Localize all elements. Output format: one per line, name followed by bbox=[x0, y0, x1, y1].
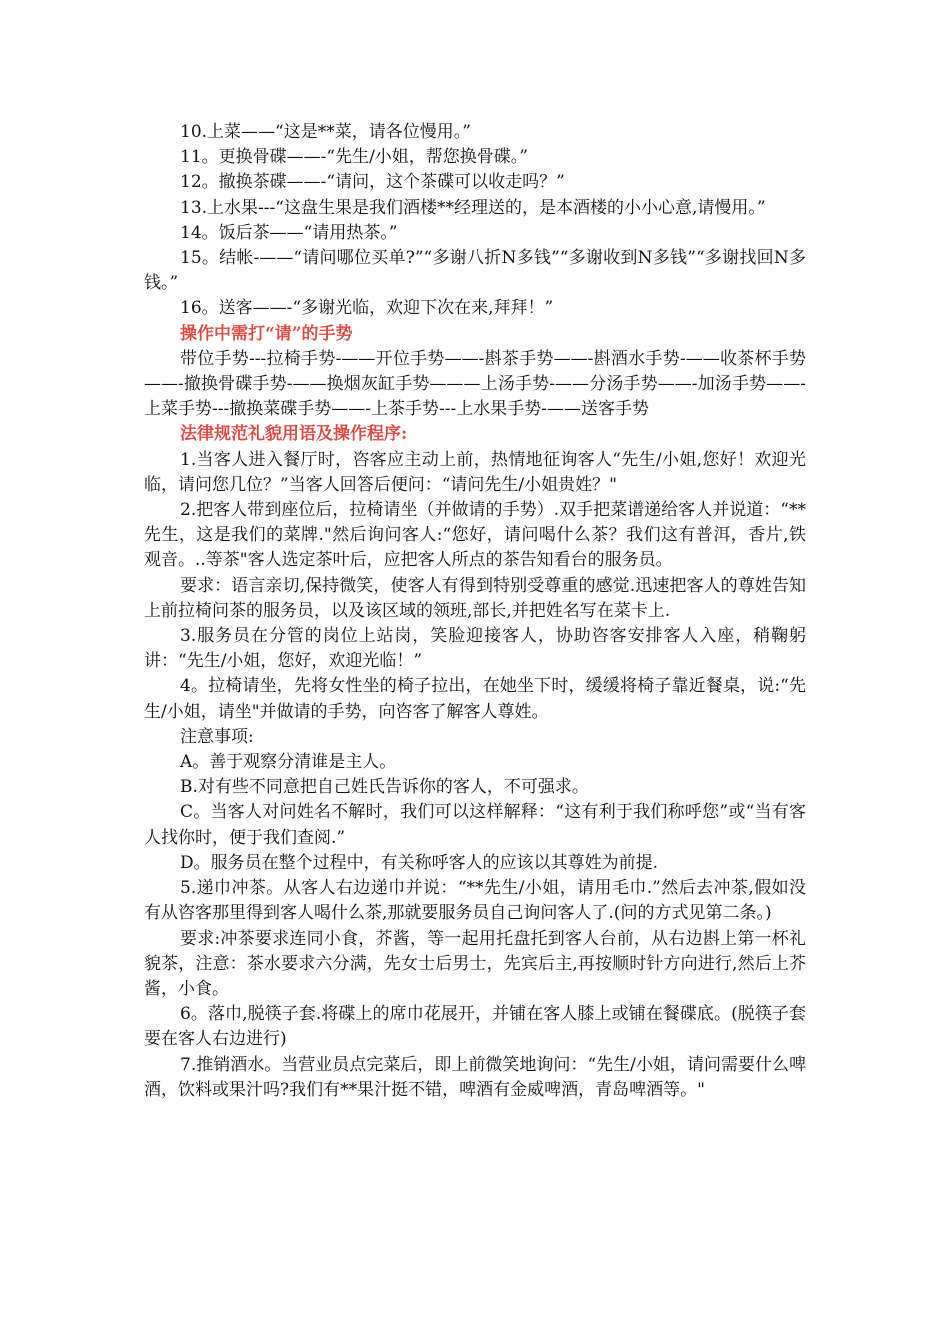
section-heading: 法律规范礼貌用语及操作程序: bbox=[180, 424, 408, 445]
paragraph: 13.上水果---“这盘生果是我们酒楼**经理送的，是本酒楼的小小心意,请慢用。” bbox=[180, 197, 766, 218]
paragraph: 11。更换骨碟——-“先生/小姐，帮您换骨碟。” bbox=[180, 147, 528, 168]
paragraph: 注意事项: bbox=[180, 726, 254, 747]
paragraph: A。善于观察分清谁是主人。 bbox=[180, 752, 397, 773]
paragraph: D。服务员在整个过程中，有关称呼客人的应该以其尊姓为前提. bbox=[180, 852, 659, 873]
paragraph: 7.推销酒水。当营业员点完菜后，即上前微笑地询问：“先生/小姐，请问需要什么啤酒，饮料或果汁吗?我们有**果汁挺不错，啤酒有金威啤酒，青岛啤酒等。" bbox=[144, 1054, 806, 1100]
paragraph: B.对有些不同意把自己姓氏告诉你的客人，不可强求。 bbox=[180, 777, 589, 798]
paragraph: 14。饭后茶——“请用热茶。” bbox=[180, 222, 398, 243]
paragraph: 2.把客人带到座位后，拉椅请坐（并做请的手势）.双手把菜谱递给客人并说道：“**先生，这是我们的菜牌."然后询问客人:“您好，请问喝什么茶？我们这有普洱，香片,铁观音。..等茶"客人选定茶叶后，应把客人所点的茶告知看台的服务员。 bbox=[144, 500, 806, 571]
paragraph: 6。落巾,脱筷子套.将碟上的席巾花展开，并铺在客人膝上或铺在餐碟底。(脱筷子套要在客人右边进行) bbox=[144, 1004, 806, 1050]
paragraph: 带位手势---拉椅手势-——开位手势——-斟茶手势——-斟酒水手势-——收茶杯手势——-撤换骨碟手势-——换烟灰缸手势———上汤手势-——分汤手势——-加汤手势——-上菜手势---撤换菜碟手势——-上茶手势---上水果手势-——送客手势 bbox=[144, 348, 806, 420]
section-heading: 操作中需打“请”的手势 bbox=[180, 323, 353, 344]
paragraph: C。当客人对问姓名不解时，我们可以这样解释：“这有利于我们称呼您”或“当有客人找你时，便于我们查阅.” bbox=[144, 802, 806, 848]
paragraph: 12。撤换茶碟——-“请问，这个茶碟可以收走吗？” bbox=[180, 172, 565, 193]
paragraph: 要求:冲茶要求连同小食，芥酱，等一起用托盘托到客人台前，从右边斟上第一杯礼貌茶，注意：茶水要求六分满，先女士后男士，先宾后主,再按顺时针方向进行,然后上芥酱，小食。 bbox=[144, 928, 806, 999]
document-body bbox=[144, 120, 806, 1103]
paragraph: 1.当客人进入餐厅时，咨客应主动上前，热情地征询客人“先生/小姐,您好！欢迎光临，请问您几位？”当客人回答后便问：“请问先生/小姐贵姓？" bbox=[144, 449, 806, 495]
paragraph: 16。送客——-“多谢光临，欢迎下次在来,拜拜！” bbox=[180, 298, 554, 319]
paragraph: 15。结帐-——“请问哪位买单?”“多谢八折N多钱”“多谢收到N多钱”“多谢找回N多钱。” bbox=[144, 248, 806, 294]
paragraph: 3.服务员在分管的岗位上站岗，笑脸迎接客人，协助咨客安排客人入座，稍鞠躬讲：“先生/小姐，您好，欢迎光临！” bbox=[144, 626, 806, 672]
paragraph: 10.上菜——“这是**菜，请各位慢用。” bbox=[180, 122, 471, 142]
paragraph: 4。拉椅请坐，先将女性坐的椅子拉出，在她坐下时，缓缓将椅子靠近餐桌，说:“先生/小姐，请坐"并做请的手势，向咨客了解客人尊姓。 bbox=[144, 676, 806, 722]
paragraph: 5.递巾冲茶。从客人右边递巾并说：“**先生/小姐，请用毛巾.”然后去冲茶,假如没有从咨客那里得到客人喝什么茶,那就要服务员自己询问客人了.(问的方式见第二条。) bbox=[144, 878, 806, 924]
paragraph: 要求：语言亲切,保持微笑，使客人有得到特别受尊重的感觉.迅速把客人的尊姓告知上前拉椅问茶的服务员，以及该区域的领班,部长,并把姓名写在菜卡上. bbox=[144, 575, 806, 621]
